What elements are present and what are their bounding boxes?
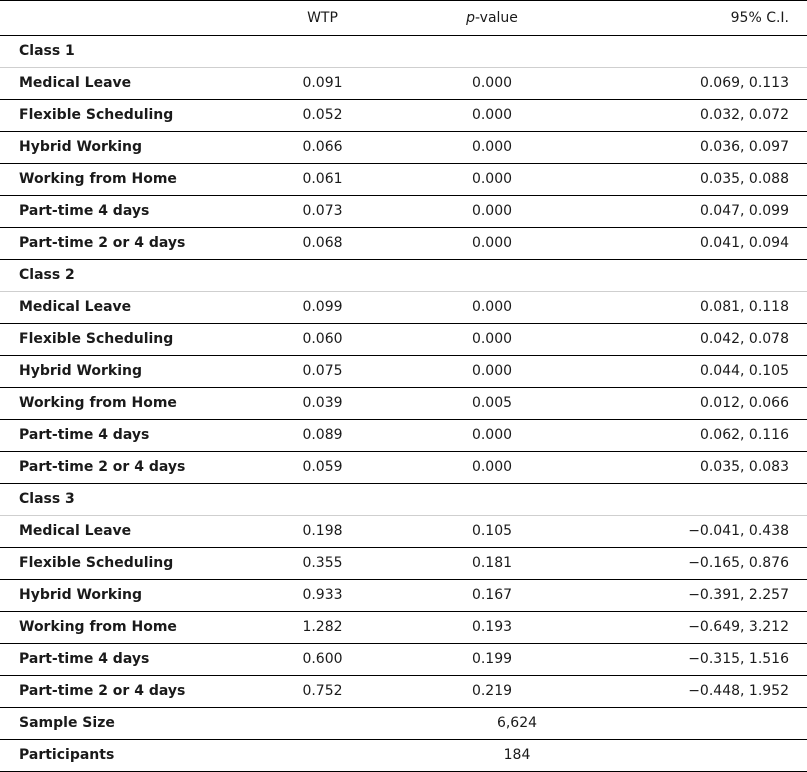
ci-value: 0.044, 0.105: [598, 356, 807, 388]
p-value: 0.193: [386, 612, 598, 644]
table-row: [0, 516, 807, 548]
row-label: Hybrid Working: [0, 356, 259, 388]
row-label: Working from Home: [0, 388, 259, 420]
wtp-value: 0.059: [259, 452, 386, 484]
header-p-value: [386, 1, 598, 36]
p-value: 0.219: [386, 676, 598, 708]
table-row: [0, 452, 807, 484]
row-label: Working from Home: [0, 612, 259, 644]
summary-label: Sample Size: [0, 708, 259, 740]
class-group-label: Class 3: [0, 484, 259, 516]
p-value: 0.000: [386, 164, 598, 196]
p-value: 0.000: [386, 68, 598, 100]
wtp-value: 0.600: [259, 644, 386, 676]
ci-value: −0.041, 0.438: [598, 516, 807, 548]
row-label: Medical Leave: [0, 292, 259, 324]
wtp-value: 0.066: [259, 132, 386, 164]
summary-value: 184: [259, 740, 807, 772]
table-row: [0, 196, 807, 228]
table-row: [0, 612, 807, 644]
wtp-value: 0.752: [259, 676, 386, 708]
ci-value: −0.448, 1.952: [598, 676, 807, 708]
table-row: [0, 100, 807, 132]
wtp-value: 0.355: [259, 548, 386, 580]
row-label: Working from Home: [0, 164, 259, 196]
ci-value: 0.032, 0.072: [598, 100, 807, 132]
table-header: [0, 1, 807, 36]
class-group-row: [0, 484, 807, 516]
wtp-value: 0.039: [259, 388, 386, 420]
table-row: [0, 132, 807, 164]
table-row: [0, 388, 807, 420]
summary-label: Participants: [0, 740, 259, 772]
summary-row: [0, 708, 807, 740]
wtp-value: 0.061: [259, 164, 386, 196]
summary-value: 6,624: [259, 708, 807, 740]
table-row: [0, 228, 807, 260]
table-row: [0, 644, 807, 676]
row-label: Medical Leave: [0, 68, 259, 100]
p-value: 0.199: [386, 644, 598, 676]
ci-value: 0.035, 0.088: [598, 164, 807, 196]
row-label: Part-time 4 days: [0, 420, 259, 452]
row-label: Part-time 2 or 4 days: [0, 452, 259, 484]
wtp-value: 0.091: [259, 68, 386, 100]
ci-value: −0.315, 1.516: [598, 644, 807, 676]
ci-value: 0.081, 0.118: [598, 292, 807, 324]
p-value: 0.105: [386, 516, 598, 548]
empty-cell: [259, 36, 386, 68]
header-ci: 95% C.I.: [598, 1, 807, 36]
header-row: [0, 1, 807, 36]
row-label: Flexible Scheduling: [0, 548, 259, 580]
p-value: 0.000: [386, 356, 598, 388]
ci-value: −0.649, 3.212: [598, 612, 807, 644]
header-wtp: WTP: [259, 1, 386, 36]
class-group-label: Class 1: [0, 36, 259, 68]
empty-cell: [598, 484, 807, 516]
row-label: Hybrid Working: [0, 580, 259, 612]
row-label: Part-time 4 days: [0, 196, 259, 228]
ci-value: 0.047, 0.099: [598, 196, 807, 228]
row-label: Part-time 2 or 4 days: [0, 676, 259, 708]
p-value: 0.000: [386, 196, 598, 228]
empty-cell: [598, 260, 807, 292]
table-body: [0, 36, 807, 772]
table-row: [0, 68, 807, 100]
p-value: 0.000: [386, 324, 598, 356]
wtp-value: 0.075: [259, 356, 386, 388]
p-value: 0.000: [386, 228, 598, 260]
ci-value: 0.035, 0.083: [598, 452, 807, 484]
class-group-row: [0, 36, 807, 68]
p-value: 0.000: [386, 100, 598, 132]
row-label: Flexible Scheduling: [0, 100, 259, 132]
p-value: 0.000: [386, 452, 598, 484]
header-p-italic: p: [466, 10, 475, 26]
wtp-value: 0.052: [259, 100, 386, 132]
table-row: [0, 164, 807, 196]
row-label: Part-time 4 days: [0, 644, 259, 676]
table-row: [0, 420, 807, 452]
empty-cell: [259, 484, 386, 516]
header-p-rest: -value: [474, 10, 518, 26]
ci-value: 0.062, 0.116: [598, 420, 807, 452]
summary-row: [0, 740, 807, 772]
header-label-cell: [0, 1, 259, 36]
p-value: 0.000: [386, 420, 598, 452]
p-value: 0.167: [386, 580, 598, 612]
table-row: [0, 676, 807, 708]
row-label: Medical Leave: [0, 516, 259, 548]
wtp-value: 0.073: [259, 196, 386, 228]
wtp-value: 1.282: [259, 612, 386, 644]
empty-cell: [386, 484, 598, 516]
p-value: 0.000: [386, 292, 598, 324]
ci-value: 0.012, 0.066: [598, 388, 807, 420]
table-row: [0, 292, 807, 324]
wtp-value: 0.198: [259, 516, 386, 548]
wtp-value: 0.933: [259, 580, 386, 612]
p-value: 0.000: [386, 132, 598, 164]
table-row: [0, 580, 807, 612]
class-group-row: [0, 260, 807, 292]
p-value: 0.181: [386, 548, 598, 580]
row-label: Part-time 2 or 4 days: [0, 228, 259, 260]
ci-value: 0.042, 0.078: [598, 324, 807, 356]
table-row: [0, 548, 807, 580]
wtp-value: 0.089: [259, 420, 386, 452]
ci-value: −0.391, 2.257: [598, 580, 807, 612]
ci-value: 0.041, 0.094: [598, 228, 807, 260]
table-row: [0, 324, 807, 356]
ci-value: −0.165, 0.876: [598, 548, 807, 580]
wtp-value: 0.068: [259, 228, 386, 260]
empty-cell: [598, 36, 807, 68]
wtp-value: 0.099: [259, 292, 386, 324]
row-label: Flexible Scheduling: [0, 324, 259, 356]
class-group-label: Class 2: [0, 260, 259, 292]
empty-cell: [259, 260, 386, 292]
table-row: [0, 356, 807, 388]
row-label: Hybrid Working: [0, 132, 259, 164]
wtp-value: 0.060: [259, 324, 386, 356]
ci-value: 0.069, 0.113: [598, 68, 807, 100]
ci-value: 0.036, 0.097: [598, 132, 807, 164]
p-value: 0.005: [386, 388, 598, 420]
empty-cell: [386, 260, 598, 292]
empty-cell: [386, 36, 598, 68]
